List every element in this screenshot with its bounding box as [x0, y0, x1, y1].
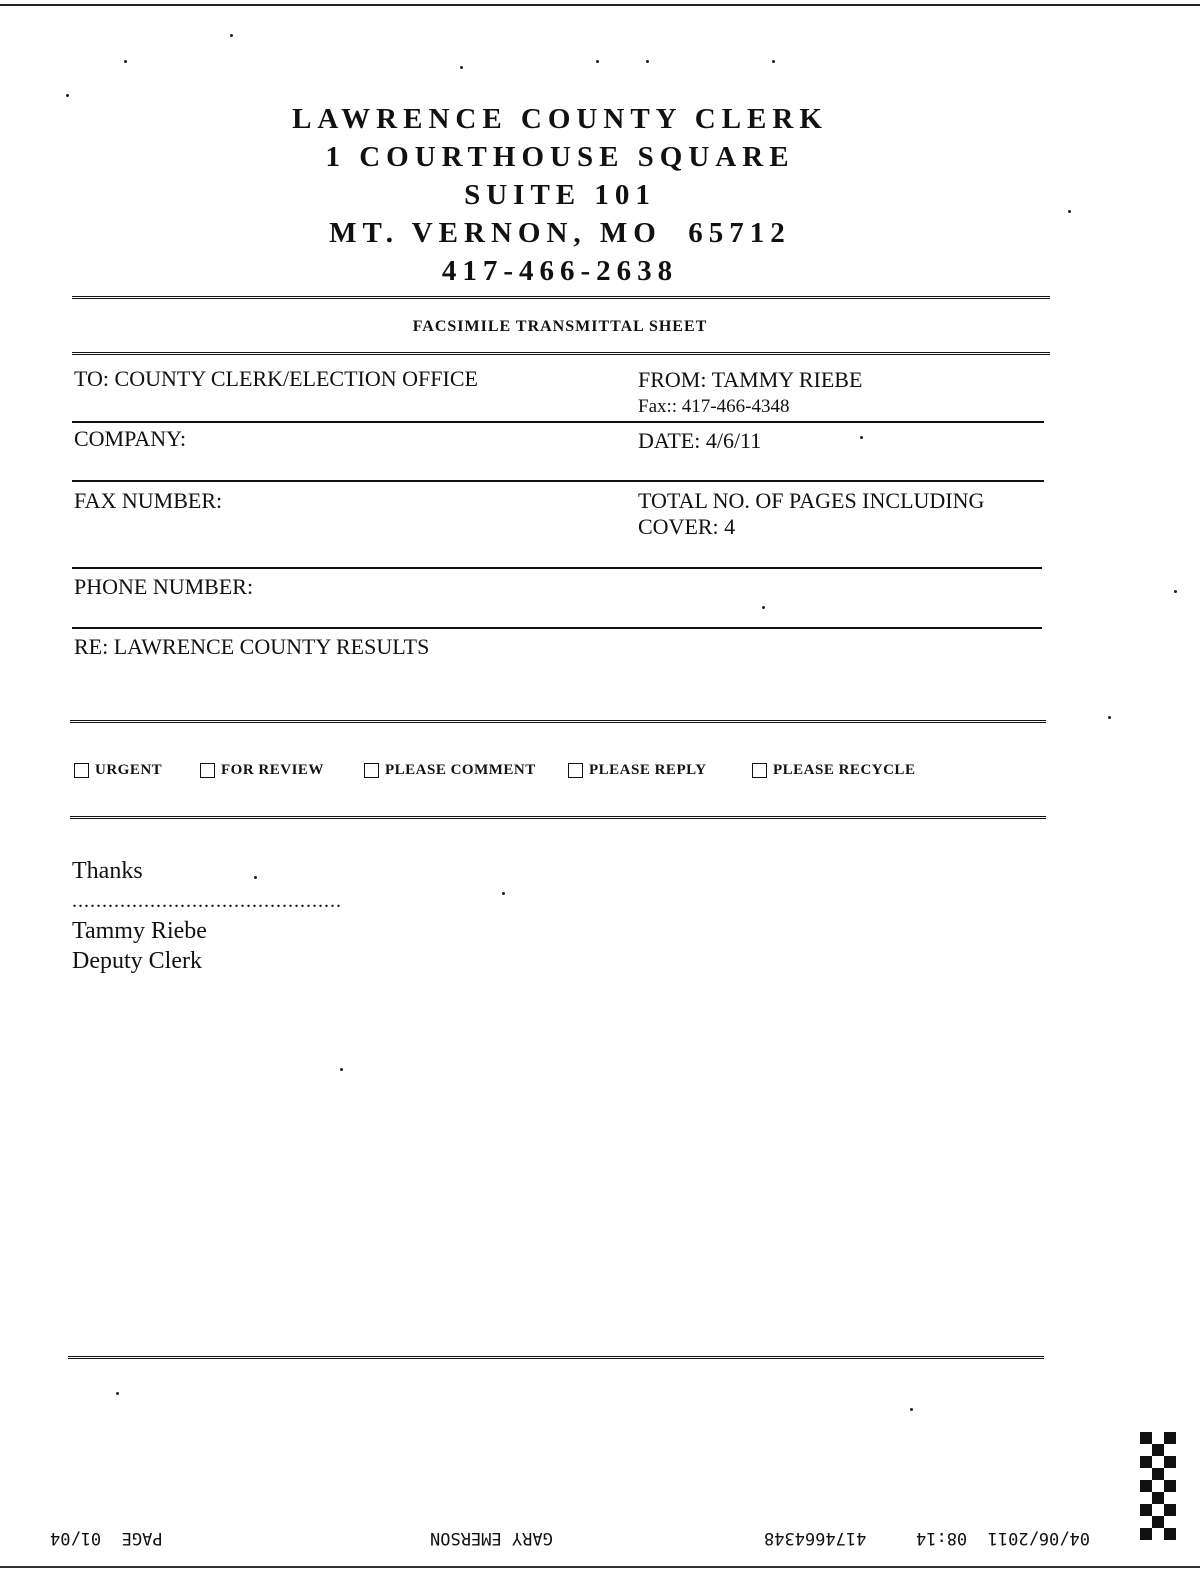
checkbox-icon: [200, 763, 215, 778]
checkbox-please-comment[interactable]: [364, 762, 536, 779]
checkbox-please-recycle[interactable]: [752, 762, 915, 779]
fax-checker-mark: [1140, 1432, 1176, 1544]
signature-name: Tammy Riebe: [72, 918, 207, 944]
checker-cell: [1152, 1480, 1164, 1492]
checker-cell: [1140, 1480, 1152, 1492]
checker-cell: [1152, 1456, 1164, 1468]
checker-cell: [1140, 1492, 1152, 1504]
fax-footer-sender-number: 4174664348: [764, 1528, 867, 1548]
letterhead-office: LAWRENCE COUNTY CLERK: [292, 103, 828, 135]
letterhead-street: 1 COURTHOUSE SQUARE: [325, 141, 795, 173]
checker-cell: [1140, 1456, 1152, 1468]
total-pages-cover: COVER: 4: [638, 514, 736, 539]
divider: [70, 816, 1046, 822]
checker-cell: [1164, 1528, 1176, 1540]
letterhead: [0, 100, 1120, 290]
checker-cell: [1164, 1516, 1176, 1528]
divider: [72, 296, 1050, 302]
checker-cell: [1152, 1528, 1164, 1540]
letterhead-suite: SUITE 101: [464, 179, 656, 211]
message-body: Thanks: [72, 858, 143, 884]
total-pages-field: TOTAL NO. OF PAGES INCLUDING: [638, 488, 985, 513]
checker-cell: [1164, 1468, 1176, 1480]
checker-cell: [1164, 1444, 1176, 1456]
checker-cell: [1152, 1492, 1164, 1504]
checker-cell: [1140, 1468, 1152, 1480]
letterhead-phone: 417-466-2638: [441, 255, 679, 287]
phone-number-field: PHONE NUMBER:: [74, 574, 254, 599]
checkbox-label: PLEASE REPLY: [589, 762, 707, 778]
signature-title: Deputy Clerk: [72, 948, 202, 974]
divider: [72, 627, 1042, 629]
checker-cell: [1140, 1504, 1152, 1516]
checker-cell: [1164, 1504, 1176, 1516]
to-field: TO: COUNTY CLERK/ELECTION OFFICE: [74, 366, 478, 391]
bottom-edge-rule: [0, 1566, 1200, 1568]
date-field: DATE: 4/6/11: [638, 428, 762, 453]
checker-cell: [1164, 1432, 1176, 1444]
divider: [72, 567, 1042, 569]
checkbox-icon: [568, 763, 583, 778]
fax-footer-timestamp: 04/06/2011 08:14: [916, 1528, 1090, 1548]
checkbox-urgent[interactable]: [74, 762, 162, 779]
top-edge-rule: [0, 4, 1200, 6]
divider: [68, 1356, 1044, 1362]
re-field: RE: LAWRENCE COUNTY RESULTS: [74, 634, 430, 659]
divider: [72, 352, 1050, 358]
checker-cell: [1152, 1444, 1164, 1456]
checker-cell: [1152, 1516, 1164, 1528]
divider: [72, 421, 1044, 423]
checkbox-label: PLEASE COMMENT: [385, 762, 536, 778]
from-fax-field: Fax:: 417-466-4348: [638, 396, 790, 417]
checkbox-please-reply[interactable]: [568, 762, 707, 779]
checker-cell: [1140, 1444, 1152, 1456]
checker-cell: [1140, 1432, 1152, 1444]
checker-cell: [1140, 1528, 1152, 1540]
checkbox-icon: [74, 763, 89, 778]
checker-cell: [1152, 1432, 1164, 1444]
fax-footer-page: PAGE 01/04: [50, 1528, 163, 1548]
dotted-separator: .............................................: [72, 890, 342, 912]
checker-cell: [1140, 1516, 1152, 1528]
company-field: COMPANY:: [74, 426, 187, 451]
checkbox-label: URGENT: [95, 762, 163, 778]
checkbox-icon: [364, 763, 379, 778]
checkbox-icon: [752, 763, 767, 778]
checkbox-label: FOR REVIEW: [221, 762, 324, 778]
fax-footer-sender-name: GARY EMERSON: [430, 1528, 553, 1548]
divider: [72, 480, 1044, 482]
fax-number-field: FAX NUMBER:: [74, 488, 223, 513]
checker-cell: [1152, 1504, 1164, 1516]
checker-cell: [1164, 1456, 1176, 1468]
checkbox-label: PLEASE RECYCLE: [773, 762, 916, 778]
from-field: FROM: TAMMY RIEBE: [638, 367, 863, 392]
checker-cell: [1164, 1480, 1176, 1492]
checker-cell: [1152, 1468, 1164, 1480]
checkbox-for-review[interactable]: [200, 762, 324, 779]
sheet-title: FACSIMILE TRANSMITTAL SHEET: [412, 318, 708, 335]
divider: [70, 720, 1046, 726]
checker-cell: [1164, 1492, 1176, 1504]
letterhead-city: MT. VERNON, MO 65712: [329, 217, 791, 249]
